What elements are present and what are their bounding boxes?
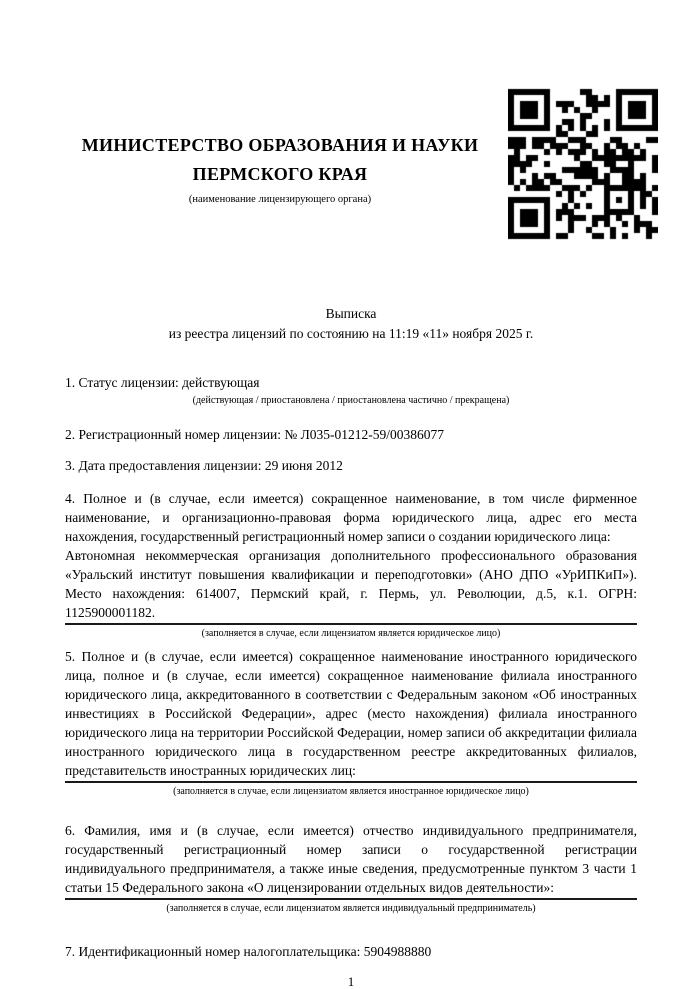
page-number: 1 <box>347 974 355 989</box>
licensing-authority-header <box>65 131 495 207</box>
item-caption: (заполняется в случае, если лицензиатом является иностранное юридическое лицо) <box>173 786 529 797</box>
document-title <box>65 304 637 344</box>
item-caption: (заполняется в случае, если лицензиатом является юридическое лицо) <box>201 628 501 639</box>
item-text: 2. Регистрационный номер лицензии: № Л035-01212-59/00386077 <box>65 427 445 442</box>
document-title-line2: из реестра лицензий по состоянию на 11:19 «11» ноября 2025 г. <box>168 326 534 341</box>
item-caption: (действующая / приостановлена / приостановлена частично / прекращена) <box>192 395 510 406</box>
fill-in-rule <box>65 898 637 900</box>
license-item <box>65 425 637 444</box>
item-text: 7. Идентификационный номер налогоплательщика: 5904988880 <box>65 944 432 959</box>
item-text: 4. Полное и (в случае, если имеется) сокращенное наименование, в том числе фирменное наименование, и организационно-правовая форма юридического лица, адрес его места нахождения, государственный регистрационный номер записи о создании юридического лица: <box>65 491 637 544</box>
ministry-caption: (наименование лицензирующего органа) <box>188 194 372 205</box>
item-value: Автономная некоммерческая организация дополнительного профессионального образования «Уральский институт повышения квалификации и переподготовки» (АНО ДПО «УрИПКиП»). Место нахождения: 614007, Пермский край, г. Пермь, ул. Революции, д.5, к.1. ОГРН: 1125900001182. <box>65 548 637 620</box>
page-footer <box>65 973 637 989</box>
ministry-title-line1: МИНИСТЕРСТВО ОБРАЗОВАНИЯ И НАУКИ <box>81 135 479 155</box>
item-text: 6. Фамилия, имя и (в случае, если имеется) отчество индивидуального предпринимателя, государственный регистрационный номер записи о государственной регистрации индивидуального предпринимателя, а также иные сведения, предусмотренные пунктом 3 части 1 статьи 15 Федерального закона «О лицензировании отдельных видов деятельности»: <box>65 823 637 895</box>
license-items <box>65 373 637 961</box>
fill-in-rule <box>65 781 637 783</box>
fill-in-rule <box>65 623 637 625</box>
license-item <box>65 456 637 475</box>
license-item <box>65 489 637 640</box>
qr-code <box>508 86 658 242</box>
item-text: 1. Статус лицензии: действующая <box>65 375 260 390</box>
item-text: 3. Дата предоставления лицензии: 29 июня 2012 <box>65 458 343 473</box>
license-item <box>65 942 637 961</box>
ministry-title-line2: ПЕРМСКОГО КРАЯ <box>192 164 368 184</box>
item-text: 5. Полное и (в случае, если имеется) сокращенное наименование иностранного юридического лица, полное и (в случае, если имеется) сокращенное наименование филиала иностранного юридического лица, аккредитованного в соответствии с Федеральным законом «Об иностранных инвестициях в Российской Федерации», адрес (место нахождения) филиала иностранного юридического лица на территории Российской Федерации, номер записи об аккредитации филиала иностранного юридического лица в государственном реестре аккредитованных филиалов, представительств иностранных юридических лиц: <box>65 649 637 778</box>
license-item <box>65 373 637 407</box>
license-item <box>65 821 637 915</box>
license-item <box>65 647 637 798</box>
item-caption: (заполняется в случае, если лицензиатом является индивидуальный предприниматель) <box>166 903 536 914</box>
document-title-line1: Выписка <box>325 306 377 321</box>
qr-code-image <box>508 86 658 242</box>
